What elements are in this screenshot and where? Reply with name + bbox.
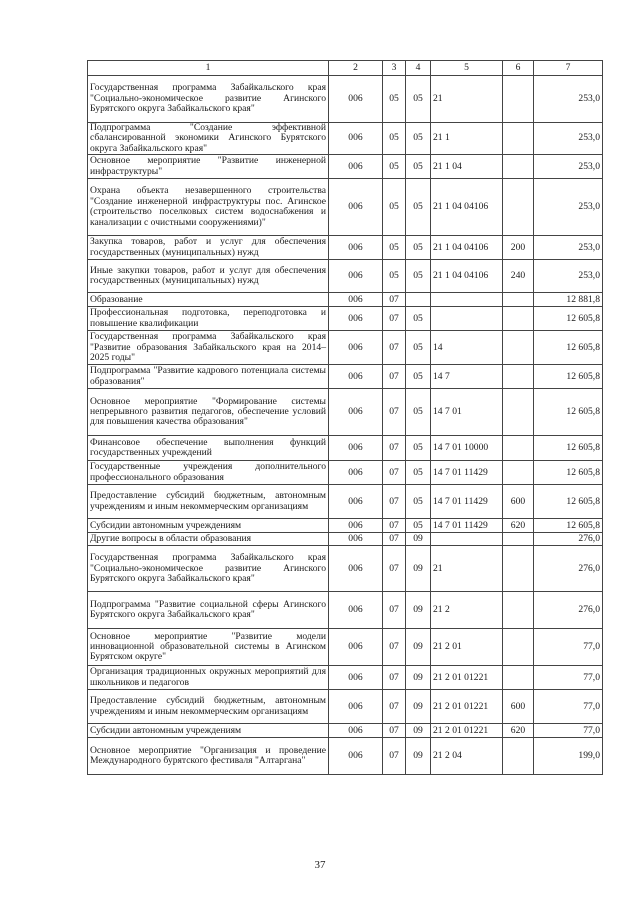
cell-sum: 77,0	[534, 724, 603, 738]
table-row	[88, 389, 603, 436]
cell-vr	[503, 461, 534, 485]
cell-name: Финансовое обеспечение выполнения функций государственных учреждений	[88, 436, 329, 461]
cell-ved: 006	[329, 365, 383, 389]
cell-csr	[431, 307, 503, 331]
cell-csr: 21 1 04 04106	[431, 236, 503, 260]
cell-pr: 09	[406, 690, 431, 724]
cell-name: Охрана объекта незавершенного строительства "Создание инженерной инфраструктуры пос. Агинское (строительство поселковых систем водоснабжения и канализации с очистными сооружениями)"	[88, 179, 329, 236]
cell-pr: 05	[406, 155, 431, 179]
cell-vr	[503, 546, 534, 592]
cell-rz: 05	[383, 123, 406, 155]
cell-rz: 07	[383, 629, 406, 666]
cell-vr	[503, 293, 534, 307]
table-row	[88, 666, 603, 690]
cell-vr	[503, 123, 534, 155]
cell-csr: 14 7 01 10000	[431, 436, 503, 461]
cell-ved: 006	[329, 331, 383, 365]
cell-rz: 07	[383, 389, 406, 436]
cell-vr: 620	[503, 519, 534, 533]
cell-sum: 12 605,8	[534, 519, 603, 533]
cell-csr: 14 7 01 11429	[431, 485, 503, 519]
table-row	[88, 307, 603, 331]
cell-ved: 006	[329, 592, 383, 629]
table-row	[88, 155, 603, 179]
cell-rz: 07	[383, 293, 406, 307]
cell-pr: 05	[406, 331, 431, 365]
cell-rz: 07	[383, 365, 406, 389]
table-row	[88, 592, 603, 629]
cell-csr: 21 1 04 04106	[431, 260, 503, 293]
table-row	[88, 519, 603, 533]
cell-pr	[406, 293, 431, 307]
cell-name: Основное мероприятие "Формирование системы непрерывного развития педагогов, обеспечение условий для повышения качества образования"	[88, 389, 329, 436]
table-row	[88, 461, 603, 485]
cell-vr: 620	[503, 724, 534, 738]
cell-pr: 09	[406, 666, 431, 690]
cell-name: Субсидии автономным учреждениям	[88, 519, 329, 533]
cell-name: Профессиональная подготовка, переподготовка и повышение квалификации	[88, 307, 329, 331]
cell-pr: 05	[406, 389, 431, 436]
cell-sum: 77,0	[534, 666, 603, 690]
budget-table	[87, 60, 603, 775]
header-col-7: 7	[534, 61, 603, 76]
cell-vr: 200	[503, 236, 534, 260]
cell-ved: 006	[329, 436, 383, 461]
cell-name: Основное мероприятие "Развитие инженерной инфраструктуры"	[88, 155, 329, 179]
cell-csr: 21 2 01	[431, 629, 503, 666]
page-number: 37	[314, 859, 326, 871]
cell-pr: 05	[406, 485, 431, 519]
cell-pr: 05	[406, 260, 431, 293]
cell-ved: 006	[329, 155, 383, 179]
cell-csr: 14 7 01 11429	[431, 461, 503, 485]
cell-vr	[503, 155, 534, 179]
cell-ved: 006	[329, 533, 383, 546]
cell-vr: 240	[503, 260, 534, 293]
cell-name: Субсидии автономным учреждениям	[88, 724, 329, 738]
cell-ved: 006	[329, 546, 383, 592]
cell-rz: 07	[383, 461, 406, 485]
cell-rz: 07	[383, 724, 406, 738]
cell-pr: 05	[406, 179, 431, 236]
table-row	[88, 260, 603, 293]
table-row	[88, 546, 603, 592]
cell-rz: 07	[383, 738, 406, 775]
cell-vr	[503, 592, 534, 629]
table-row	[88, 485, 603, 519]
cell-sum: 276,0	[534, 546, 603, 592]
cell-ved: 006	[329, 461, 383, 485]
cell-vr	[503, 738, 534, 775]
cell-ved: 006	[329, 260, 383, 293]
cell-name: Предоставление субсидий бюджетным, автономным учреждениям и иным некоммерческим организациям	[88, 485, 329, 519]
cell-sum: 77,0	[534, 690, 603, 724]
cell-csr: 21 1 04 04106	[431, 179, 503, 236]
cell-sum: 77,0	[534, 629, 603, 666]
table-row	[88, 629, 603, 666]
cell-name: Иные закупки товаров, работ и услуг для обеспечения государственных (муниципальных) нужд	[88, 260, 329, 293]
cell-csr: 14 7 01 11429	[431, 519, 503, 533]
cell-vr: 600	[503, 485, 534, 519]
table-row	[88, 123, 603, 155]
cell-name: Предоставление субсидий бюджетным, автономным учреждениям и иным некоммерческим организациям	[88, 690, 329, 724]
cell-name: Государственная программа Забайкальского края "Социально-экономическое развитие Агинского Бурятского округа Забайкальского края"	[88, 76, 329, 123]
cell-ved: 006	[329, 293, 383, 307]
cell-sum: 253,0	[534, 123, 603, 155]
cell-sum: 12 605,8	[534, 389, 603, 436]
cell-vr	[503, 629, 534, 666]
cell-name: Подпрограмма "Развитие кадрового потенциала системы образования"	[88, 365, 329, 389]
header-col-6: 6	[503, 61, 534, 76]
header-col-5: 5	[431, 61, 503, 76]
cell-vr	[503, 331, 534, 365]
table-row	[88, 690, 603, 724]
cell-pr: 09	[406, 738, 431, 775]
cell-sum: 12 605,8	[534, 436, 603, 461]
cell-rz: 05	[383, 76, 406, 123]
table-row	[88, 179, 603, 236]
table-row	[88, 293, 603, 307]
cell-sum: 12 881,8	[534, 293, 603, 307]
cell-rz: 07	[383, 690, 406, 724]
cell-ved: 006	[329, 76, 383, 123]
cell-pr: 05	[406, 307, 431, 331]
table-row	[88, 738, 603, 775]
cell-sum: 253,0	[534, 260, 603, 293]
cell-pr: 05	[406, 236, 431, 260]
cell-pr: 05	[406, 461, 431, 485]
cell-csr	[431, 533, 503, 546]
cell-sum: 253,0	[534, 155, 603, 179]
cell-ved: 006	[329, 690, 383, 724]
cell-csr: 21 2 04	[431, 738, 503, 775]
cell-vr	[503, 666, 534, 690]
cell-csr: 21 2 01 01221	[431, 690, 503, 724]
header-row	[88, 61, 603, 76]
cell-name: Государственная программа Забайкальского края "Развитие образования Забайкальского края на 2014–2025 годы"	[88, 331, 329, 365]
table-row	[88, 76, 603, 123]
cell-vr	[503, 533, 534, 546]
cell-csr: 14 7 01	[431, 389, 503, 436]
cell-ved: 006	[329, 738, 383, 775]
cell-rz: 05	[383, 155, 406, 179]
cell-ved: 006	[329, 724, 383, 738]
cell-rz: 07	[383, 533, 406, 546]
cell-name: Подпрограмма "Создание эффективной сбалансированной экономики Агинского Бурятского округа Забайкальского края"	[88, 123, 329, 155]
table-row	[88, 436, 603, 461]
cell-ved: 006	[329, 485, 383, 519]
cell-name: Организация традиционных окружных мероприятий для школьников и педагогов	[88, 666, 329, 690]
cell-csr: 21	[431, 546, 503, 592]
cell-vr	[503, 436, 534, 461]
cell-csr: 21 2	[431, 592, 503, 629]
cell-rz: 07	[383, 519, 406, 533]
cell-vr: 600	[503, 690, 534, 724]
cell-sum: 253,0	[534, 76, 603, 123]
cell-name: Государственные учреждения дополнительного профессионального образования	[88, 461, 329, 485]
cell-ved: 006	[329, 629, 383, 666]
cell-pr: 09	[406, 592, 431, 629]
table-body	[88, 76, 603, 775]
cell-rz: 07	[383, 666, 406, 690]
cell-ved: 006	[329, 666, 383, 690]
cell-pr: 05	[406, 519, 431, 533]
cell-ved: 006	[329, 389, 383, 436]
cell-pr: 09	[406, 724, 431, 738]
cell-rz: 07	[383, 485, 406, 519]
table-row	[88, 331, 603, 365]
cell-csr: 21 2 01 01221	[431, 724, 503, 738]
cell-pr: 09	[406, 546, 431, 592]
cell-sum: 12 605,8	[534, 307, 603, 331]
cell-ved: 006	[329, 519, 383, 533]
cell-pr: 05	[406, 123, 431, 155]
cell-rz: 05	[383, 236, 406, 260]
cell-csr	[431, 293, 503, 307]
cell-csr: 21 1 04	[431, 155, 503, 179]
cell-sum: 276,0	[534, 533, 603, 546]
table-row	[88, 236, 603, 260]
table-row	[88, 533, 603, 546]
cell-vr	[503, 307, 534, 331]
cell-name: Основное мероприятие "Развитие модели инновационной образовательной системы в Агинском Бурятском округе"	[88, 629, 329, 666]
header-col-1: 1	[88, 61, 329, 76]
cell-pr: 09	[406, 629, 431, 666]
cell-sum: 253,0	[534, 236, 603, 260]
cell-pr: 05	[406, 76, 431, 123]
cell-vr	[503, 76, 534, 123]
cell-sum: 253,0	[534, 179, 603, 236]
cell-name: Основное мероприятие "Организация и проведение Международного бурятского фестиваля "Алтаргана"	[88, 738, 329, 775]
cell-vr	[503, 179, 534, 236]
cell-sum: 12 605,8	[534, 485, 603, 519]
cell-name: Подпрограмма "Развитие социальной сферы Агинского Бурятского округа Забайкальского края"	[88, 592, 329, 629]
cell-name: Закупка товаров, работ и услуг для обеспечения государственных (муниципальных) нужд	[88, 236, 329, 260]
cell-csr: 21	[431, 76, 503, 123]
cell-vr	[503, 365, 534, 389]
cell-pr: 09	[406, 533, 431, 546]
cell-ved: 006	[329, 307, 383, 331]
cell-ved: 006	[329, 179, 383, 236]
cell-sum: 12 605,8	[534, 331, 603, 365]
cell-pr: 05	[406, 365, 431, 389]
cell-ved: 006	[329, 236, 383, 260]
cell-ved: 006	[329, 123, 383, 155]
cell-name: Другие вопросы в области образования	[88, 533, 329, 546]
cell-rz: 05	[383, 260, 406, 293]
cell-rz: 07	[383, 331, 406, 365]
cell-name: Государственная программа Забайкальского края "Социально-экономическое развитие Агинского Бурятского округа Забайкальского края"	[88, 546, 329, 592]
cell-sum: 199,0	[534, 738, 603, 775]
cell-rz: 07	[383, 546, 406, 592]
header-col-3: 3	[383, 61, 406, 76]
cell-sum: 12 605,8	[534, 365, 603, 389]
cell-vr	[503, 389, 534, 436]
cell-rz: 07	[383, 592, 406, 629]
cell-sum: 276,0	[534, 592, 603, 629]
cell-rz: 07	[383, 307, 406, 331]
table-row	[88, 724, 603, 738]
cell-csr: 21 1	[431, 123, 503, 155]
cell-rz: 05	[383, 179, 406, 236]
cell-pr: 05	[406, 436, 431, 461]
header-col-4: 4	[406, 61, 431, 76]
cell-csr: 21 2 01 01221	[431, 666, 503, 690]
cell-csr: 14	[431, 331, 503, 365]
cell-name: Образование	[88, 293, 329, 307]
cell-sum: 12 605,8	[534, 461, 603, 485]
cell-csr: 14 7	[431, 365, 503, 389]
cell-rz: 07	[383, 436, 406, 461]
table-row	[88, 365, 603, 389]
header-col-2: 2	[329, 61, 383, 76]
